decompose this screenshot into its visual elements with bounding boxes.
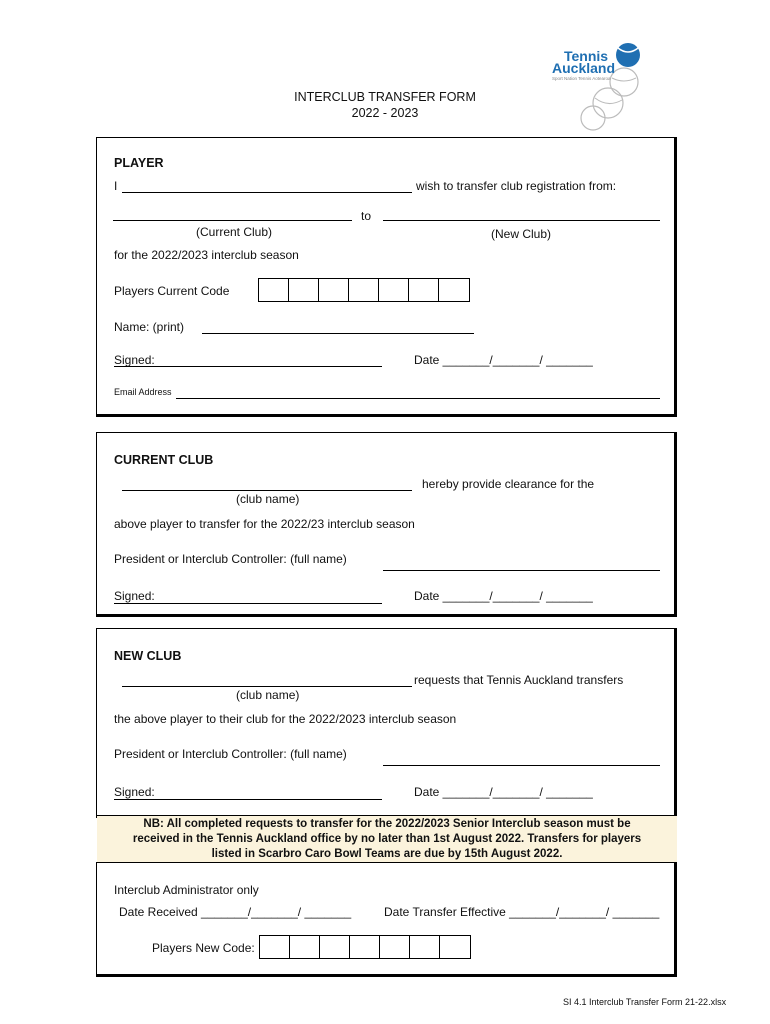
new-code-label: Players New Code: (152, 941, 255, 955)
new-club-signed-label: Signed: (114, 785, 155, 799)
current-club-president-field[interactable] (383, 570, 660, 571)
current-club-field[interactable] (113, 220, 352, 221)
transfer-text: wish to transfer club registration from: (416, 179, 617, 193)
current-club-date-field[interactable]: Date _______/_______/ _______ (414, 589, 593, 603)
form-title: INTERCLUB TRANSFER FORM (294, 90, 476, 104)
player-signature-field[interactable] (114, 366, 382, 367)
current-club-name-field[interactable] (122, 490, 412, 491)
new-club-president-field[interactable] (383, 765, 660, 766)
current-club-signature-field[interactable] (114, 603, 382, 604)
name-print-label: Name: (print) (114, 320, 185, 334)
current-code-label: Players Current Code (114, 284, 230, 298)
request-text: requests that Tennis Auckland transfers (414, 673, 624, 687)
tennis-auckland-logo (548, 38, 648, 133)
new-club-above-text: the above player to their club for the 2022/2023 interclub season (114, 712, 457, 726)
new-club-field[interactable] (383, 220, 660, 221)
current-club-heading: CURRENT CLUB (114, 453, 214, 467)
new-club-name-field[interactable] (122, 686, 412, 687)
notice-line-1: NB: All completed requests to transfer for the 2022/2023 Senior Interclub season must be (143, 818, 631, 830)
footer-filename: SI 4.1 Interclub Transfer Form 21-22.xlsx (563, 997, 727, 1007)
date-effective-field[interactable]: Date Transfer Effective _______/_______/ _______ (384, 905, 660, 919)
email-field[interactable] (176, 398, 660, 399)
current-club-name-caption: (club name) (236, 492, 300, 506)
new-club-heading: NEW CLUB (114, 649, 182, 663)
date-received-field[interactable]: Date Received _______/_______/ _______ (119, 905, 352, 919)
admin-section (96, 862, 677, 977)
new-club-name-caption: (club name) (236, 688, 300, 702)
form-season: 2022 - 2023 (351, 106, 419, 120)
new-club-date-field[interactable]: Date _______/_______/ _______ (414, 785, 593, 799)
new-code-boxes[interactable] (259, 935, 471, 959)
email-label: Email Address (114, 387, 172, 397)
logo-line1: Tennis (564, 48, 609, 64)
current-club-president-label: President or Interclub Controller: (full name) (114, 552, 347, 566)
clearance-text: hereby provide clearance for the (422, 477, 595, 491)
current-code-boxes[interactable] (258, 278, 470, 302)
player-heading: PLAYER (114, 156, 164, 170)
current-club-above-text: above player to transfer for the 2022/23 interclub season (114, 517, 415, 531)
new-club-signature-field[interactable] (114, 799, 382, 800)
admin-heading: Interclub Administrator only (114, 883, 259, 897)
to-label: to (361, 209, 372, 223)
logo-tagline: Sport Nation Tennis Aotearoa (552, 76, 611, 81)
logo-line2: Auckland (552, 60, 616, 76)
new-club-caption: (New Club) (491, 227, 552, 241)
i-label: I (114, 179, 118, 193)
notice-line-3: listed in Scarbro Caro Bowl Teams are due by 15th August 2022. (211, 848, 563, 860)
current-club-caption: (Current Club) (196, 225, 273, 239)
season-text: for the 2022/2023 interclub season (114, 248, 299, 262)
deadline-notice (97, 816, 677, 863)
player-name-field[interactable] (122, 192, 412, 193)
player-signed-label: Signed: (114, 353, 155, 367)
player-date-field[interactable]: Date _______/_______/ _______ (414, 353, 593, 367)
current-club-signed-label: Signed: (114, 589, 155, 603)
new-club-president-label: President or Interclub Controller: (full name) (114, 747, 347, 761)
notice-line-2: received in the Tennis Auckland office by no later than 1st August 2022. Transfers for players (132, 833, 642, 845)
name-print-field[interactable] (202, 333, 474, 334)
